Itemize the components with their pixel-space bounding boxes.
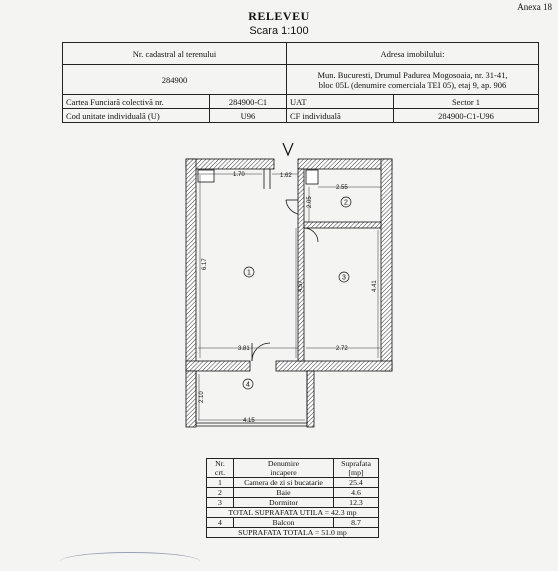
col-name-header <box>234 459 334 478</box>
cf-collective-value: 284900-C1 <box>210 95 287 109</box>
room-number-4: 4 <box>246 381 250 389</box>
cf-collective-label: Cartea Funciară colectivă nr. <box>63 95 210 109</box>
table-row <box>207 518 379 528</box>
row-nr: 4 <box>207 518 234 528</box>
uat-value: Sector 1 <box>394 95 539 109</box>
row-nr: 3 <box>207 498 234 508</box>
dim-4-41: 4.41 <box>372 280 378 292</box>
entrance-arrow-icon <box>283 143 293 155</box>
bath-fixture <box>306 170 318 184</box>
dim-6-17: 6.17 <box>202 258 208 270</box>
col-name-line-2: incapere <box>270 468 297 477</box>
table-row <box>207 478 379 488</box>
cadastral-value: 284900 <box>63 65 287 95</box>
area-summary-table <box>206 458 379 538</box>
uat-label: UAT <box>287 95 394 109</box>
unit-code-label: Cod unitate individuală (U) <box>63 109 210 123</box>
row-name: Balcon <box>234 518 334 528</box>
annex-label: Anexa 18 <box>517 2 552 12</box>
walls <box>186 159 392 427</box>
row-area: 4.6 <box>334 488 379 498</box>
col-nr-line-2: crt. <box>214 468 226 477</box>
total-area: SUPRAFATA TOTALA = 51.0 mp <box>207 528 379 538</box>
row-area: 8.7 <box>334 518 379 528</box>
dim-1-62: 1.62 <box>280 173 292 179</box>
room-number-2: 2 <box>344 199 348 207</box>
row-nr: 1 <box>207 478 234 488</box>
address-line-2: bloc 05L (denumire comerciala TEI 05), etaj 9, ap. 906 <box>318 79 507 90</box>
dim-2-05: 2.05 <box>307 196 313 208</box>
col-area-line-2: [mp] <box>348 468 364 477</box>
unit-code-value: U96 <box>210 109 287 123</box>
dim-2-72: 2.72 <box>336 346 348 352</box>
col-nr-line-1: Nr. <box>215 459 225 468</box>
row-name: Dormitor <box>234 498 334 508</box>
cadastral-label: Nr. cadastral al terenului <box>63 43 287 65</box>
room-number-1: 1 <box>247 269 251 277</box>
total-useful-area: TOTAL SUPRAFATA UTILA = 42.3 mp <box>207 508 379 518</box>
dim-4-15: 4.15 <box>243 418 255 424</box>
col-area-line-1: Suprafata <box>341 459 371 468</box>
dim-2-55: 2.55 <box>336 185 348 191</box>
document-title: RELEVEU <box>248 9 310 23</box>
dimension-lines <box>196 174 381 420</box>
row-name: Camera de zi si bucatarie <box>234 478 334 488</box>
address-label: Adresa imobilului: <box>287 43 539 65</box>
dim-1-70: 1.70 <box>233 172 245 178</box>
col-name-line-1: Denumire <box>267 459 300 468</box>
row-area: 25.4 <box>334 478 379 488</box>
stamp-edge <box>60 552 200 571</box>
table-row <box>207 488 379 498</box>
dim-4-57: 4.57 <box>298 280 304 292</box>
col-nr-header <box>207 459 234 478</box>
row-name: Baie <box>234 488 334 498</box>
dimension-labels <box>199 172 378 424</box>
row-nr: 2 <box>207 488 234 498</box>
col-area-header <box>334 459 379 478</box>
kitchen-fixture <box>198 170 214 182</box>
scale-label: Scara 1:100 <box>249 25 309 37</box>
cf-individual-label: CF individuală <box>287 109 394 123</box>
dim-2-10: 2.10 <box>199 391 205 403</box>
address-line-1: Mun. Bucuresti, Drumul Padurea Mogosoaia, nr. 31-41, <box>317 69 508 80</box>
table-row <box>207 498 379 508</box>
dim-3-81: 3.81 <box>238 346 250 352</box>
cf-individual-value: 284900-C1-U96 <box>394 109 539 123</box>
room-number-3: 3 <box>342 274 346 282</box>
row-area: 12.3 <box>334 498 379 508</box>
